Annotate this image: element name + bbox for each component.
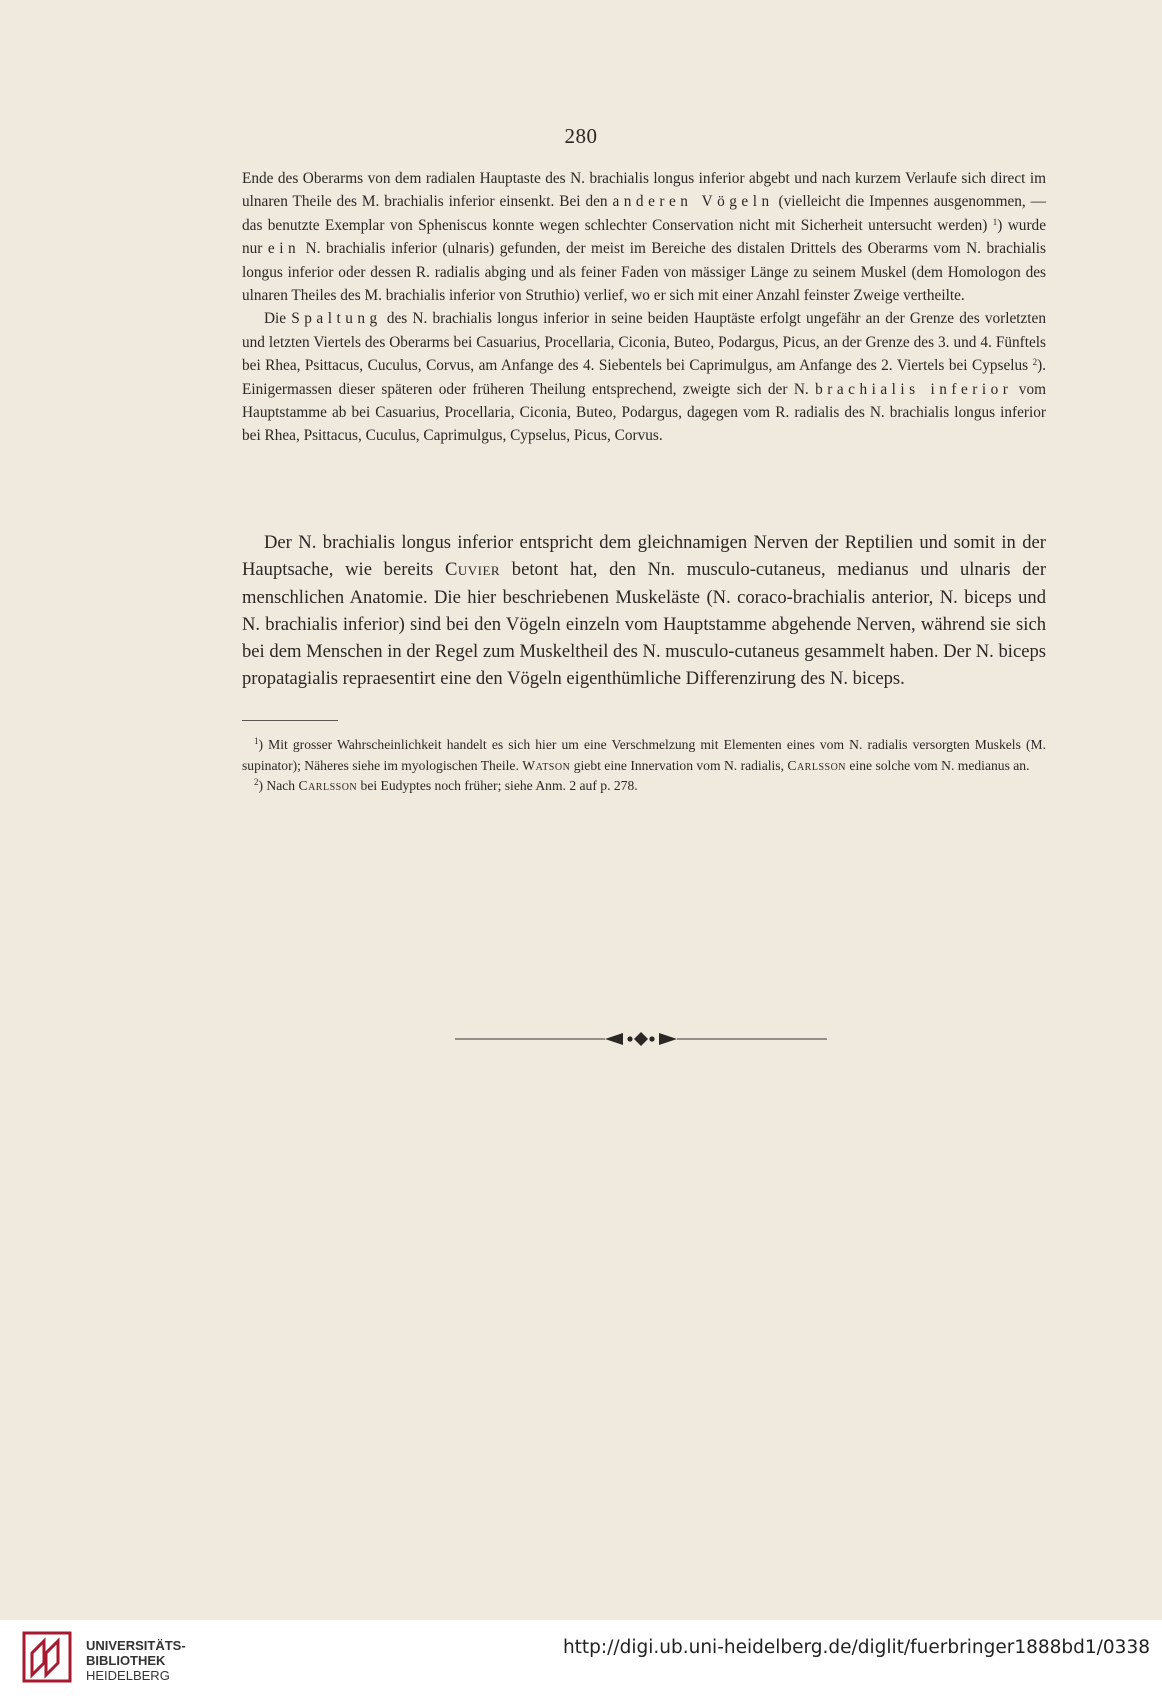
main-text-block xyxy=(242,529,1046,693)
author-name: Carlsson xyxy=(298,778,358,793)
text-run: N. brachialis inferior (ulnaris) gefunden, der meist im Bereiche des distalen Drittels des Oberarms vom N. brachialis longus inferior oder dessen R. radialis abging und als feiner Faden von mässiger Länge zu seinem Muskel (dem Homologon des ulnaren Theiles des M. brachialis inferior von Struthio) verlief, wo er sich mit einer Anzahl feinster Zweige vertheilte. xyxy=(242,240,1046,305)
library-name xyxy=(86,1638,186,1683)
text-run: ) Mit grosser Wahrscheinlichkeit handelt es sich hier um eine Verschmelzung mit Elementen eines vom N. radialis versorgten Muskels (M. supinator); Näheres siehe im myologischen Theile. xyxy=(242,737,1046,773)
author-name: Watson xyxy=(522,757,571,773)
spaced-emphasis: anderen Vögeln xyxy=(612,193,774,211)
footnotes xyxy=(242,735,1046,797)
text-run: vom Hauptstamme ab bei Casuarius, Procellaria, Ciconia, Buteo, Podargus, dagegen vom R. radialis des N. brachialis longus inferior bei Rhea, Psittacus, Cuculus, Caprimulgus, Cypselus, Picus, Corvus. xyxy=(242,380,1046,445)
end-ornament-icon xyxy=(455,1030,827,1048)
text-run: ). Einigermassen dieser späteren oder früheren Theilung entsprechend, zweigte sich der N. xyxy=(242,357,1046,398)
source-url-link[interactable]: http://digi.ub.uni-heidelberg.de/diglit/fuerbringer1888bd1/0338 xyxy=(562,1637,1150,1658)
text-run: Der N. brachialis longus inferior entspricht dem gleichnamigen Nerven der Reptilien und somit in der Hauptsache, wie bereits xyxy=(242,532,1046,581)
paragraph-1 xyxy=(242,167,1046,307)
library-name-line: UNIVERSITÄTS- xyxy=(86,1638,186,1653)
upper-text-block xyxy=(242,167,1046,448)
spaced-emphasis: ein xyxy=(267,240,301,258)
text-run: des N. brachialis longus inferior in seine beiden Hauptäste erfolgt ungefähr an der Grenze des vorletzten und letzten Viertels des Oberarms bei Casuarius, Procellaria, Ciconia, Buteo, Podargus, Picus, an der Grenze des 3. und 4. Fünftels bei Rhea, Psittacus, Cuculus, Corvus, am Anfange des 4. Siebentels bei Caprimulgus, am Anfange des 2. Viertels bei Cypselus xyxy=(242,310,1046,375)
text-run: bei Eudyptes noch früher; siehe Anm. 2 auf p. 278. xyxy=(357,778,638,793)
library-name-line: HEIDELBERG xyxy=(86,1668,170,1683)
text-run: Die xyxy=(264,310,292,328)
university-library-logo-icon xyxy=(22,1631,72,1683)
footnote-divider xyxy=(242,720,338,721)
footnote-reference-1[interactable]: 1 xyxy=(992,216,998,227)
footnote-mark: 1 xyxy=(254,736,259,746)
author-name: Carlsson xyxy=(787,757,847,773)
footnote-reference-2[interactable]: 2 xyxy=(1032,357,1038,368)
page-number: 280 xyxy=(564,124,598,148)
footnote-mark: 2 xyxy=(254,777,259,787)
footnote-2 xyxy=(242,776,1046,797)
footnote-1 xyxy=(242,735,1046,776)
text-run: betont hat, den Nn. musculo-cutaneus, medianus und ulnaris der menschlichen Anatomie. Die hier beschriebenen Muskeläste (N. coraco-brachialis anterior, N. biceps und N. brachialis inferior) sind bei den Vögeln einzeln vom Hauptstamme abgehende Nerven, während sie sich bei dem Menschen in der Regel zum Muskeltheil des N. musculo-cutaneus gesammelt haben. Der N. biceps propatagialis repraesentirt eine den Vögeln eigenthümliche Differenzirung des N. biceps. xyxy=(242,559,1047,690)
footer-bar xyxy=(0,1620,1162,1703)
text-run: ) Nach xyxy=(258,778,299,793)
author-name: Cuvier xyxy=(444,559,501,581)
text-run: (vielleicht die Impennes ausgenommen, — das benutzte Exemplar von Spheniscus konnte wegen schlechter Conservation nicht mit Sicherheit untersucht werden) xyxy=(242,193,1046,234)
text-run: ) wurde nur xyxy=(242,216,1046,258)
library-name-line: BIBLIOTHEK xyxy=(86,1653,166,1668)
paragraph-3 xyxy=(242,529,1046,693)
paragraph-2 xyxy=(242,307,1046,447)
text-run: giebt eine Innervation vom N. radialis, xyxy=(570,757,788,773)
spaced-emphasis: brachialis inferior xyxy=(815,380,1013,398)
spaced-emphasis: Spaltung xyxy=(291,310,382,328)
text-run: eine solche vom N. medianus an. xyxy=(846,757,1030,773)
text-run: Ende des Oberarms von dem radialen Hauptaste des N. brachialis longus inferior abgebt und nach kurzem Verlaufe sich direct im ulnaren Theile des M. brachialis inferior einsenkt. Bei den xyxy=(242,170,1046,211)
